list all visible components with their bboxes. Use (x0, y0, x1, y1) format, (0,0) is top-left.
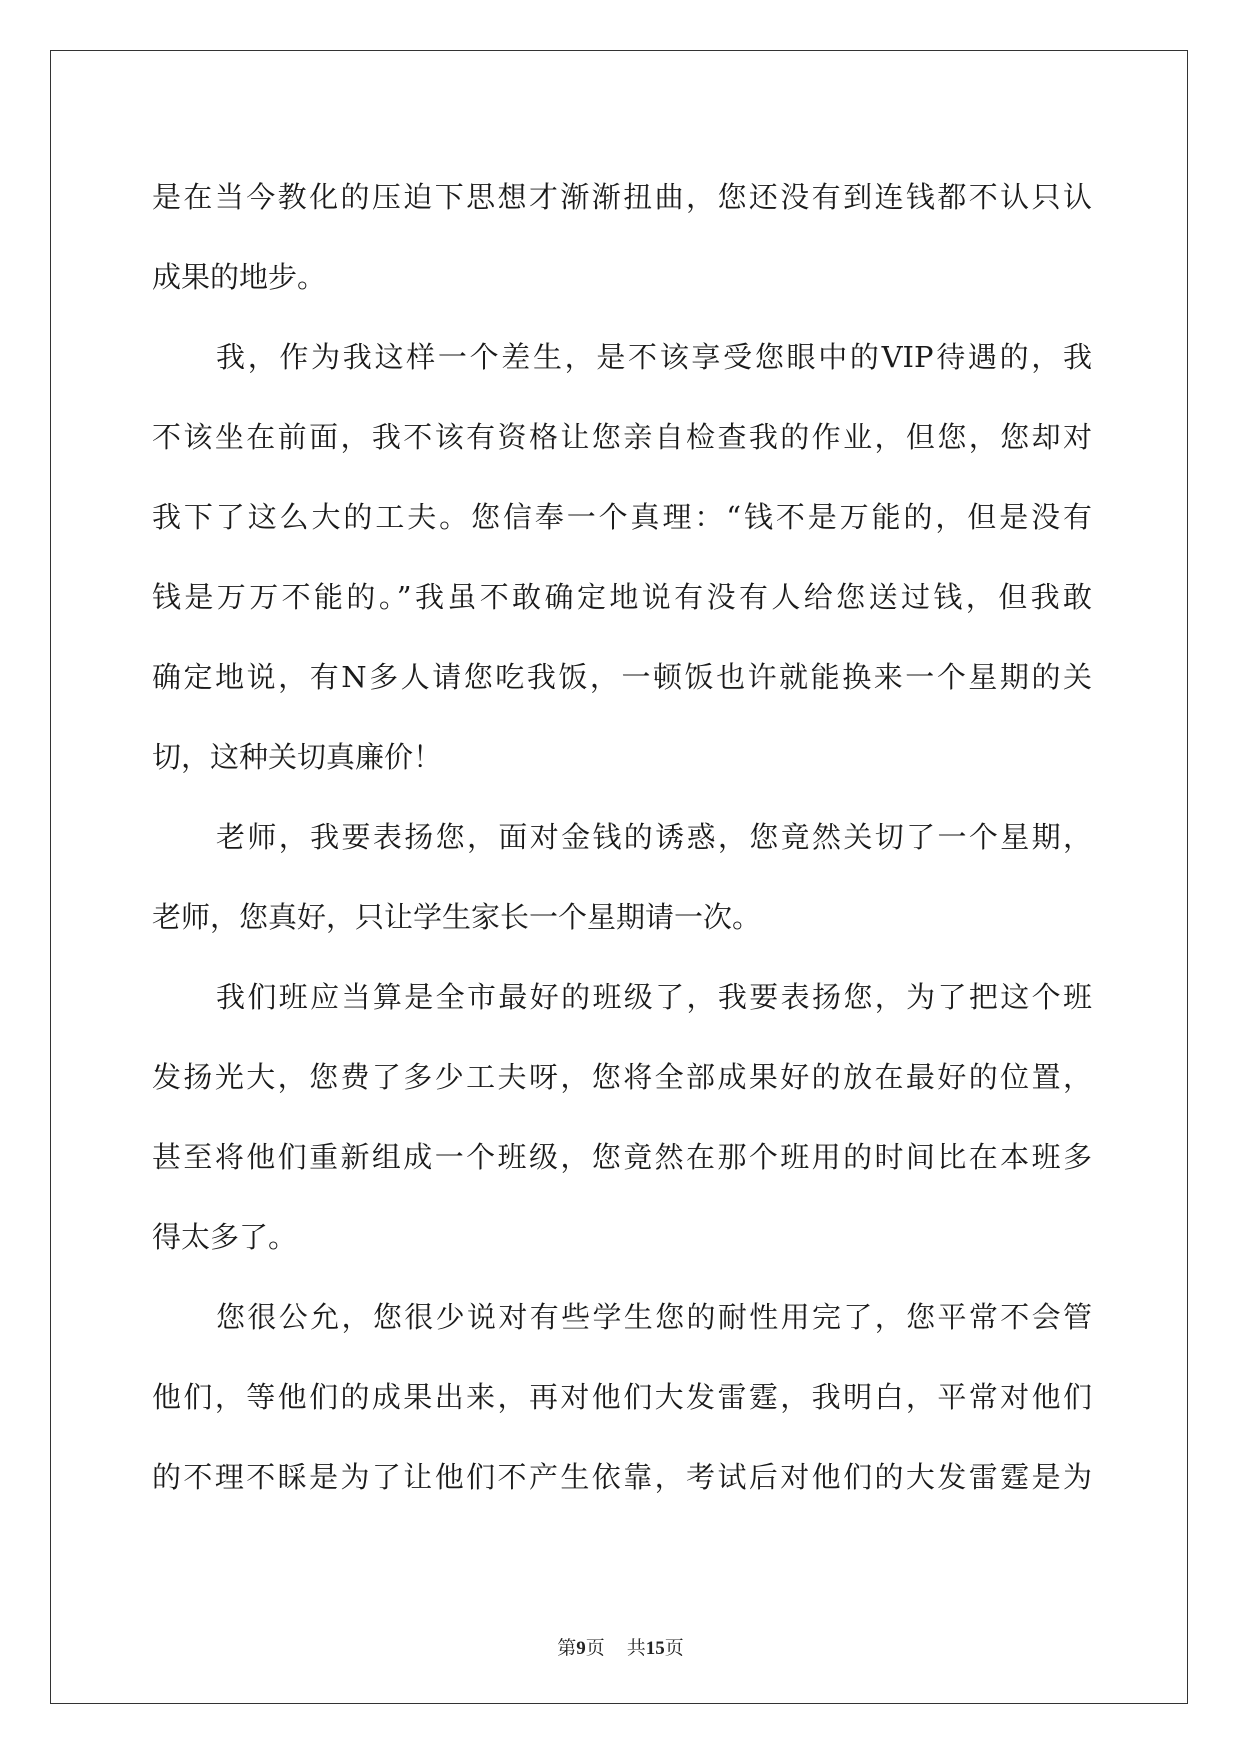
text-line: 我们班应当算是全市最好的班级了，我要表扬您，为了把这个班 (216, 980, 1092, 1014)
text-line: 不该坐在前面，我不该有资格让您亲自检查我的作业，但您，您却对 (152, 420, 1092, 454)
page-footer (0, 1633, 1241, 1660)
text-line: 是在当今教化的压迫下思想才渐渐扭曲，您还没有到连钱都不认只认 (152, 180, 1092, 214)
document-body (152, 157, 1092, 1517)
total-pages: 15 (645, 1638, 665, 1659)
text-line: 得太多了。 (152, 1220, 298, 1254)
text-line: 我下了这么大的工夫。您信奉一个真理：“钱不是万能的，但是没有 (152, 500, 1092, 534)
page-suffix: 页 (585, 1637, 605, 1659)
total-suffix: 页 (664, 1637, 684, 1659)
text-line: 老师，我要表扬您，面对金钱的诱惑，您竟然关切了一个星期， (216, 820, 1092, 854)
text-line: 老师，您真好，只让学生家长一个星期请一次。 (152, 900, 762, 934)
page-prefix: 第 (557, 1637, 577, 1659)
total-prefix: 共 (626, 1637, 646, 1659)
text-line: 钱是万万不能的。”我虽不敢确定地说有没有人给您送过钱，但我敢 (152, 580, 1092, 614)
text-line: 他们，等他们的成果出来，再对他们大发雷霆，我明白，平常对他们 (152, 1380, 1092, 1414)
text-line: 切，这种关切真廉价！ (152, 740, 443, 774)
text-line: 我，作为我这样一个差生，是不该享受您眼中的VIP待遇的，我 (216, 340, 1092, 374)
text-line: 的不理不睬是为了让他们不产生依靠，考试后对他们的大发雷霆是为 (152, 1460, 1092, 1494)
page-number: 9 (576, 1638, 586, 1659)
text-line: 发扬光大，您费了多少工夫呀，您将全部成果好的放在最好的位置， (152, 1060, 1092, 1094)
text-line: 甚至将他们重新组成一个班级，您竟然在那个班用的时间比在本班多 (152, 1140, 1092, 1174)
text-line: 成果的地步。 (152, 260, 327, 294)
text-line: 确定地说，有N多人请您吃我饭，一顿饭也许就能换来一个星期的关 (152, 660, 1092, 694)
text-line: 您很公允，您很少说对有些学生您的耐性用完了，您平常不会管 (216, 1300, 1092, 1334)
